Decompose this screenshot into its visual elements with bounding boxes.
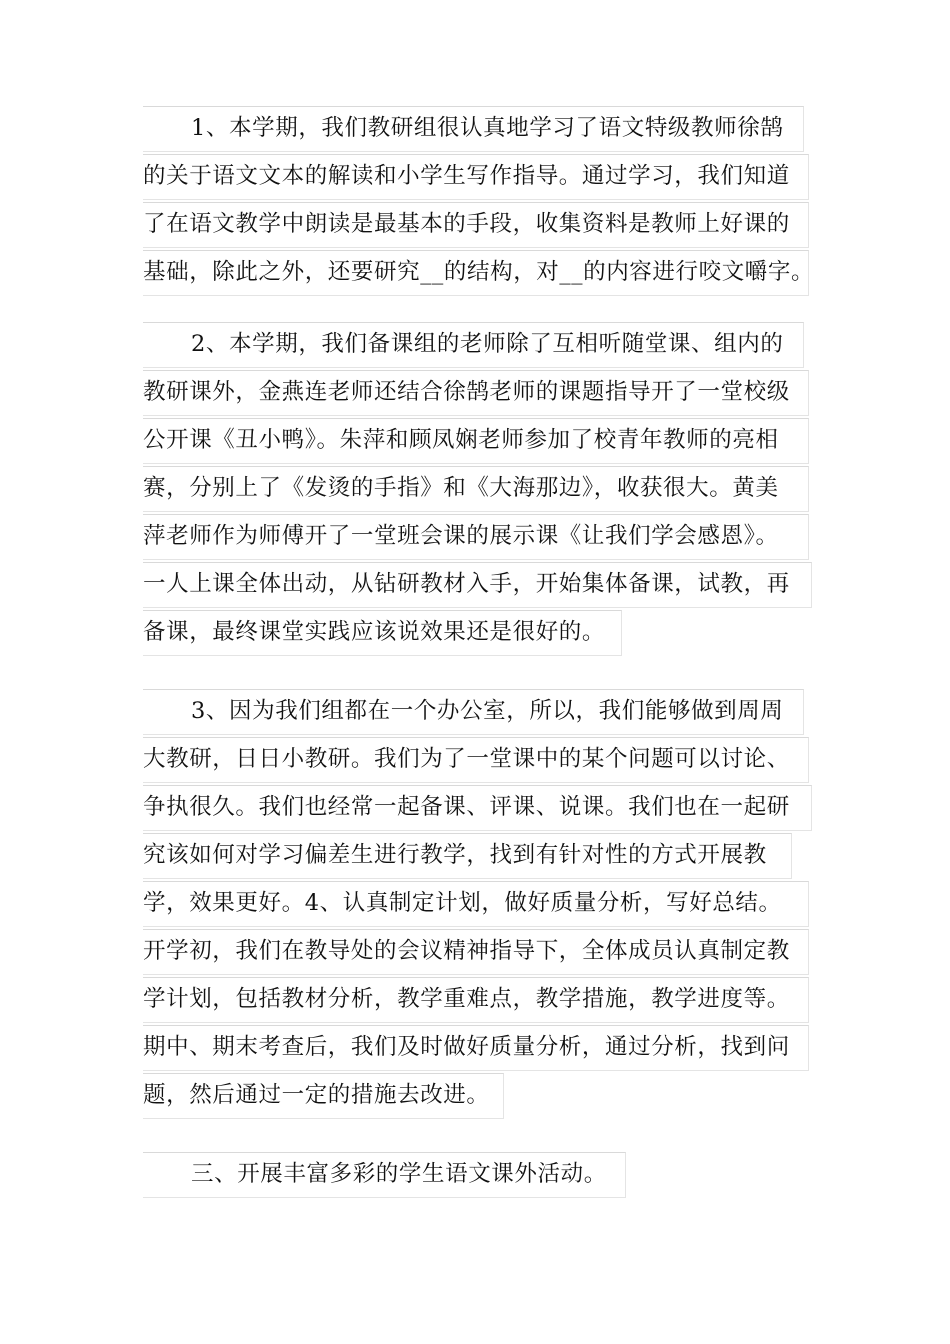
paragraph-1 [143, 106, 815, 298]
text-line: 备课，最终课堂实践应该说效果还是很好的。 [143, 610, 811, 658]
text-line: 期中、期末考查后，我们及时做好质量分析，通过分析，找到问 [143, 1025, 811, 1073]
text-line: 1、本学期，我们教研组很认真地学习了语文特级教师徐鹄 [143, 106, 811, 154]
text-line: 公开课《丑小鸭》。朱萍和顾凤娴老师参加了校青年教师的亮相 [143, 418, 811, 466]
text-line: 大教研，日日小教研。我们为了一堂课中的某个问题可以讨论、 [143, 737, 811, 785]
text-line: 了在语文教学中朗读是最基本的手段，收集资料是教师上好课的 [143, 202, 811, 250]
paragraph-3 [143, 689, 811, 1121]
text-line: 的关于语文文本的解读和小学生写作指导。通过学习，我们知道 [143, 154, 811, 202]
text-line: 究该如何对学习偏差生进行教学，找到有针对性的方式开展教 [143, 833, 811, 881]
text-line: 3、因为我们组都在一个办公室，所以，我们能够做到周周 [143, 689, 811, 737]
text-line: 赛，分别上了《发烫的手指》和《大海那边》，收获很大。黄美 [143, 466, 811, 514]
text-line: 题，然后通过一定的措施去改进。 [143, 1073, 811, 1121]
text-line: 学计划，包括教材分析，教学重难点，教学措施，教学进度等。 [143, 977, 811, 1025]
section-heading: 三、开展丰富多彩的学生语文课外活动。 [143, 1152, 811, 1200]
text-line: 2、本学期，我们备课组的老师除了互相听随堂课、组内的 [143, 322, 811, 370]
text-line: 基础，除此之外，还要研究__的结构，对__的内容进行咬文嚼字。 [143, 250, 811, 298]
text-line: 教研课外，金燕连老师还结合徐鹄老师的课题指导开了一堂校级 [143, 370, 811, 418]
paragraph-4 [143, 1152, 811, 1200]
text-line: 开学初，我们在教导处的会议精神指导下，全体成员认真制定教 [143, 929, 811, 977]
text-line: 一人上课全体出动，从钻研教材入手，开始集体备课，试教，再 [143, 562, 811, 610]
text-line: 争执很久。我们也经常一起备课、评课、说课。我们也在一起研 [143, 785, 811, 833]
text-line: 萍老师作为师傅开了一堂班会课的展示课《让我们学会感恩》。 [143, 514, 811, 562]
text-line: 学，效果更好。4、认真制定计划，做好质量分析，写好总结。 [143, 881, 811, 929]
paragraph-2 [143, 322, 811, 658]
